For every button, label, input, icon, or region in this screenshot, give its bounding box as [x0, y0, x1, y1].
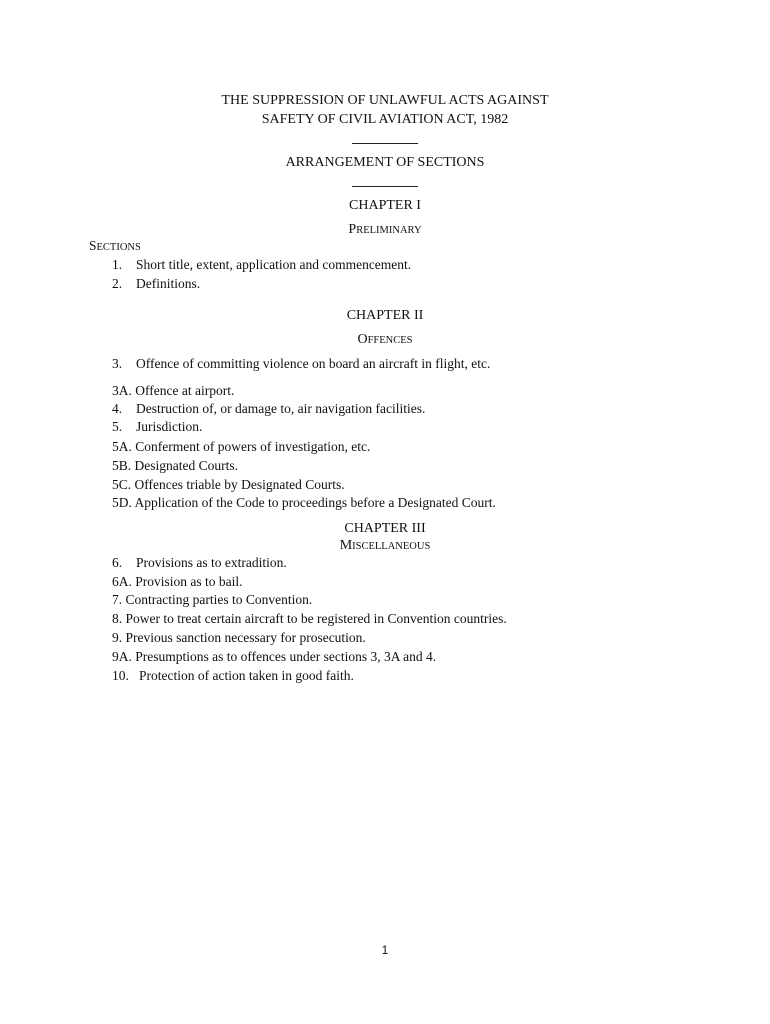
chapter-1-heading: CHAPTER I: [349, 198, 421, 213]
chapter-3-subtitle: MISCELLANEOUS: [339, 538, 431, 553]
sections-label: SECTIONS: [89, 238, 141, 253]
list-item: 2. Definitions.: [112, 276, 201, 291]
title-divider: [352, 143, 418, 144]
list-item: 5A. Conferment of powers of investigation, etc.: [112, 439, 371, 454]
list-item: 5D. Application of the Code to proceedings before a Designated Court.: [112, 495, 496, 510]
page-number: 1: [381, 943, 389, 957]
chapter-2-heading: CHAPTER II: [346, 308, 424, 323]
list-item: 6A. Provision as to bail.: [112, 574, 243, 589]
list-item: 5C. Offences triable by Designated Courts.: [112, 477, 345, 492]
list-item: 6. Provisions as to extradition.: [112, 555, 287, 570]
chapter-2-subtitle: OFFENCES: [357, 332, 413, 347]
list-item: 1. Short title, extent, application and commencement.: [112, 257, 412, 272]
list-item: 9A. Presumptions as to offences under sections 3, 3A and 4.: [112, 649, 437, 664]
list-item: 7. Contracting parties to Convention.: [112, 592, 313, 607]
list-item: 8. Power to treat certain aircraft to be registered in Convention countries.: [112, 611, 507, 626]
list-item: 4. Destruction of, or damage to, air navigation facilities.: [112, 401, 426, 416]
list-item: 3A. Offence at airport.: [112, 383, 235, 398]
list-item: 10. Protection of action taken in good faith.: [112, 668, 354, 683]
list-item: 9. Previous sanction necessary for prosecution.: [112, 630, 366, 645]
list-item: 5B. Designated Courts.: [112, 458, 239, 473]
list-item: 5. Jurisdiction.: [112, 419, 203, 434]
act-title-line-2: SAFETY OF CIVIL AVIATION ACT, 1982: [261, 112, 509, 127]
arrangement-heading: ARRANGEMENT OF SECTIONS: [285, 155, 485, 170]
chapter-1-subtitle: PRELIMINARY: [348, 222, 422, 237]
arrangement-divider: [352, 186, 418, 187]
act-title-line-1: THE SUPPRESSION OF UNLAWFUL ACTS AGAINST: [221, 93, 549, 108]
list-item: 3. Offence of committing violence on board an aircraft in flight, etc.: [112, 356, 491, 371]
chapter-3-heading: CHAPTER III: [344, 521, 426, 536]
